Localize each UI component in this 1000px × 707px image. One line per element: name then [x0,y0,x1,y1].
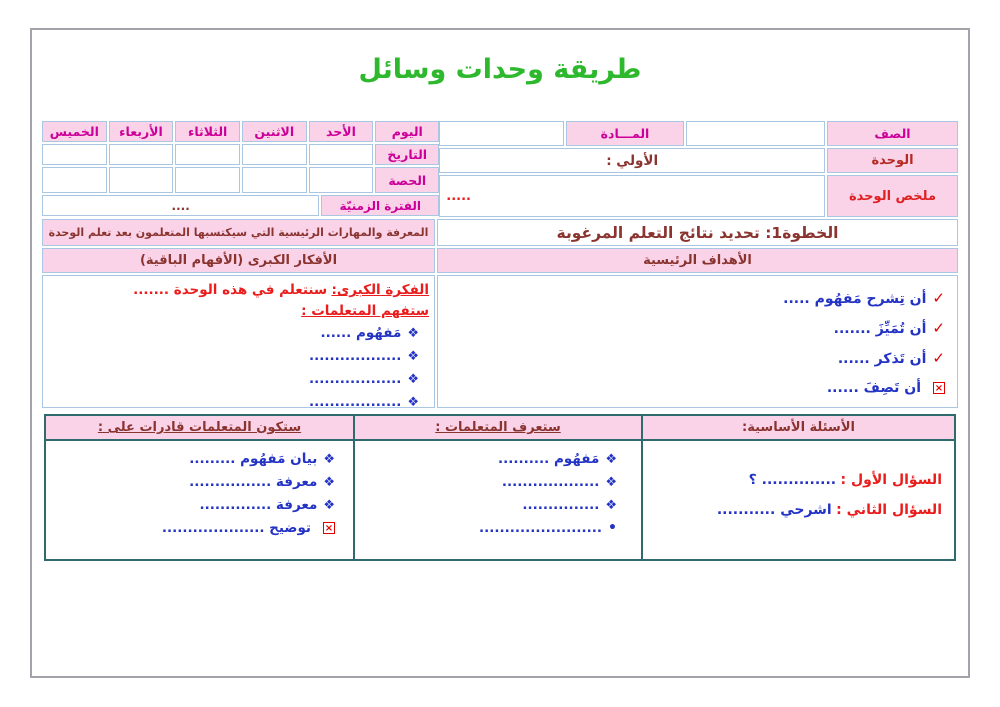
schedule-table [42,119,439,216]
main-goals-content [437,275,958,408]
goal-item [827,374,945,403]
big-idea-heading: الفكرة الكبرى: [331,282,429,298]
subject-input-cell[interactable] [439,121,564,146]
understand-text: .................. [309,371,402,387]
understand-text: .................. [309,348,402,364]
will-be-able-content [46,441,353,559]
question-value: اشرحي ........... [716,502,832,518]
check-icon: ✓ [932,289,945,307]
x-box-icon: × [934,383,944,394]
understand-item [309,368,429,391]
top-info-block [42,119,958,217]
unit-info-table [439,119,958,217]
x-box-icon: × [324,523,334,534]
essential-questions-content [643,441,954,559]
question-value: .............. ؟ [748,472,837,488]
check-icon: ✓ [932,349,945,367]
goal-item [838,344,945,374]
diamond-icon: ❖ [605,452,617,467]
page-title: طريقة وحدات وسائل [358,54,642,85]
date-input-cell[interactable] [109,144,174,165]
able-text: بيان مَفهُوم ......... [189,451,318,467]
able-text: معرفة ................ [189,474,318,490]
will-know-content [355,441,641,559]
question-label: السؤال الأول : [840,472,942,488]
big-idea-text: سنتعلم في هذه الوحدة ....... [133,282,328,298]
diamond-icon: ❖ [605,475,617,490]
day-thursday: الخميس [42,121,107,142]
goal-text: أن تِشرح مَفهُوم ..... [783,291,927,307]
goal-text: أن تَصِفَ ...... [826,380,921,396]
big-idea-line [133,280,429,301]
able-item [50,517,345,539]
goal-item [783,284,945,314]
unit-value[interactable]: الأولي : [439,148,825,173]
understand-item [309,345,429,368]
big-ideas-header: الأفكار الكبرى (الأفهام الباقية) [42,248,435,273]
day-tuesday: الثلاثاء [175,121,240,142]
diamond-icon: ❖ [605,498,617,513]
question-label: السؤال الثاني : [836,502,942,518]
period-input-cell[interactable] [42,167,107,193]
big-ideas-content [42,275,435,408]
unit-summary-label: ملخص الوحدة [827,175,958,217]
will-be-able-header: ستكون المتعلمات قادرات على : [46,416,353,441]
timespan-label: الفترة الزمنيّة [321,195,439,216]
know-item [359,448,627,471]
question-item [647,465,942,495]
date-input-cell[interactable] [309,144,374,165]
diamond-icon: ❖ [323,498,335,513]
essential-questions-column [641,416,954,559]
understand-item [309,391,429,414]
diamond-icon: ❖ [407,326,419,341]
period-input-cell[interactable] [175,167,240,193]
diamond-icon: ❖ [323,452,335,467]
understand-text: .................. [309,394,402,410]
subject-label: المـــادة [566,121,684,146]
know-text: ............... [522,497,600,513]
main-goals-header: الأهداف الرئيسية [437,248,958,273]
day-monday: الاثنين [242,121,307,142]
goal-text: أن تُمَيِّزَ ....... [833,321,927,337]
period-label: الحصة [375,167,439,193]
unit-label: الوحدة [827,148,958,173]
know-item [359,494,627,517]
know-text: مَفهُوم .......... [498,451,600,467]
step1-section [42,219,958,408]
date-input-cell[interactable] [242,144,307,165]
class-input-cell[interactable] [686,121,825,146]
will-know-column [353,416,641,559]
able-item [50,471,345,494]
essential-questions-header: الأسئلة الأساسية: [643,416,954,441]
period-input-cell[interactable] [309,167,374,193]
period-input-cell[interactable] [109,167,174,193]
know-text: ................... [501,474,600,490]
day-wednesday: الأربعاء [109,121,174,142]
class-label: الصف [827,121,958,146]
diamond-icon: ❖ [323,475,335,490]
check-icon: ✓ [932,319,945,337]
diamond-icon: ❖ [407,372,419,387]
diamond-icon: ❖ [407,349,419,364]
day-sunday: الأحد [309,121,374,142]
understand-heading: ستفهم المتعلمات : [301,303,429,319]
date-input-cell[interactable] [175,144,240,165]
goal-item [834,314,945,344]
understand-text: مَفهُوم ...... [320,325,402,341]
document-page [30,28,970,678]
able-item [50,494,345,517]
know-text: ........................ [478,520,603,536]
able-text: معرفة .............. [199,497,318,513]
will-know-header: ستعرف المتعلمات : [355,416,641,441]
learning-outcomes-table [44,414,956,561]
step1-title: الخطوة1: تحديد نتائج التعلم المرغوبة [437,219,958,246]
able-text: توضيح .................... [161,520,311,536]
understand-item [321,322,429,345]
timespan-value[interactable]: .... [42,195,319,216]
know-item [359,517,627,539]
know-item [359,471,627,494]
will-be-able-column [46,416,353,559]
diamond-icon: ❖ [407,395,419,410]
able-item [50,448,345,471]
knowledge-skills-title: المعرفة والمهارات الرئيسية التي سيكتسبها المتعلمون بعد تعلم الوحدة [42,219,435,246]
day-label: اليوم [375,121,439,142]
date-input-cell[interactable] [42,144,107,165]
date-label: التاريخ [375,144,439,165]
question-item [647,495,942,525]
bullet-icon: • [608,520,617,536]
unit-summary-value[interactable]: ..... [439,175,825,217]
goal-text: أن تَذكر ...... [837,351,927,367]
period-input-cell[interactable] [242,167,307,193]
